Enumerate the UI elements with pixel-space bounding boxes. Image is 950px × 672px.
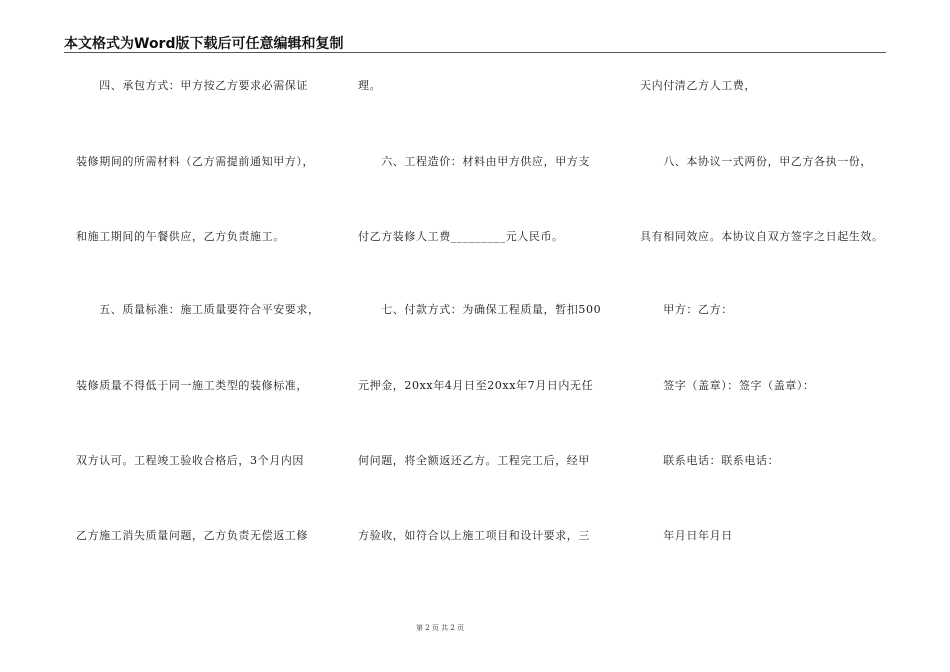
text-line: 七、付款方式：为确保工程质量，暂扣500 <box>358 303 602 316</box>
text-line: 元押金，20xx年4月日至20xx年7月日内无任 <box>358 379 594 392</box>
text-line: 方验收，如符合以上施工项目和设计要求，三 <box>358 529 590 542</box>
document-header-title: 本文格式为Word版下载后可任意编辑和复制 <box>64 36 344 52</box>
text-line: 双方认可。工程竣工验收合格后，3个月内因 <box>76 454 304 467</box>
text-line: 理。 <box>358 79 382 92</box>
page-number-footer: 第 2 页 共 2 页 <box>415 624 465 632</box>
text-line: 八、本协议一式两份，甲乙方各执一份， <box>640 155 872 168</box>
text-line: 和施工期间的午餐供应，乙方负责施工。 <box>76 230 285 243</box>
text-column-3 <box>640 0 900 672</box>
text-line: 甲方：乙方： <box>640 303 733 316</box>
text-line: 联系电话：联系电话： <box>640 454 780 467</box>
text-line: 装修质量不得低于同一施工类型的装修标准， <box>76 379 308 392</box>
text-column-1 <box>76 0 346 672</box>
text-line: 乙方施工消失质量问题，乙方负责无偿返工修 <box>76 529 308 542</box>
text-column-2 <box>358 0 628 672</box>
text-line: 六、工程造价：材料由甲方供应，甲方支 <box>358 155 590 168</box>
text-line: 装修期间的所需材料（乙方需提前通知甲方）， <box>76 155 315 168</box>
text-line: 付乙方装修人工费_________元人民币。 <box>358 230 564 243</box>
text-line: 何问题，将全额返还乙方。工程完工后，经甲 <box>358 454 590 467</box>
text-line: 五、质量标准：施工质量要符合平安要求， <box>76 303 320 316</box>
text-line: 天内付清乙方人工费， <box>640 79 756 92</box>
text-line: 签字（盖章）：签字（盖章）： <box>640 379 815 392</box>
text-line: 年月日年月日 <box>640 529 733 542</box>
text-line: 具有相同效应。本协议自双方签字之日起生效。 <box>640 230 884 243</box>
text-line: 四、承包方式：甲方按乙方要求必需保证 <box>76 79 308 92</box>
